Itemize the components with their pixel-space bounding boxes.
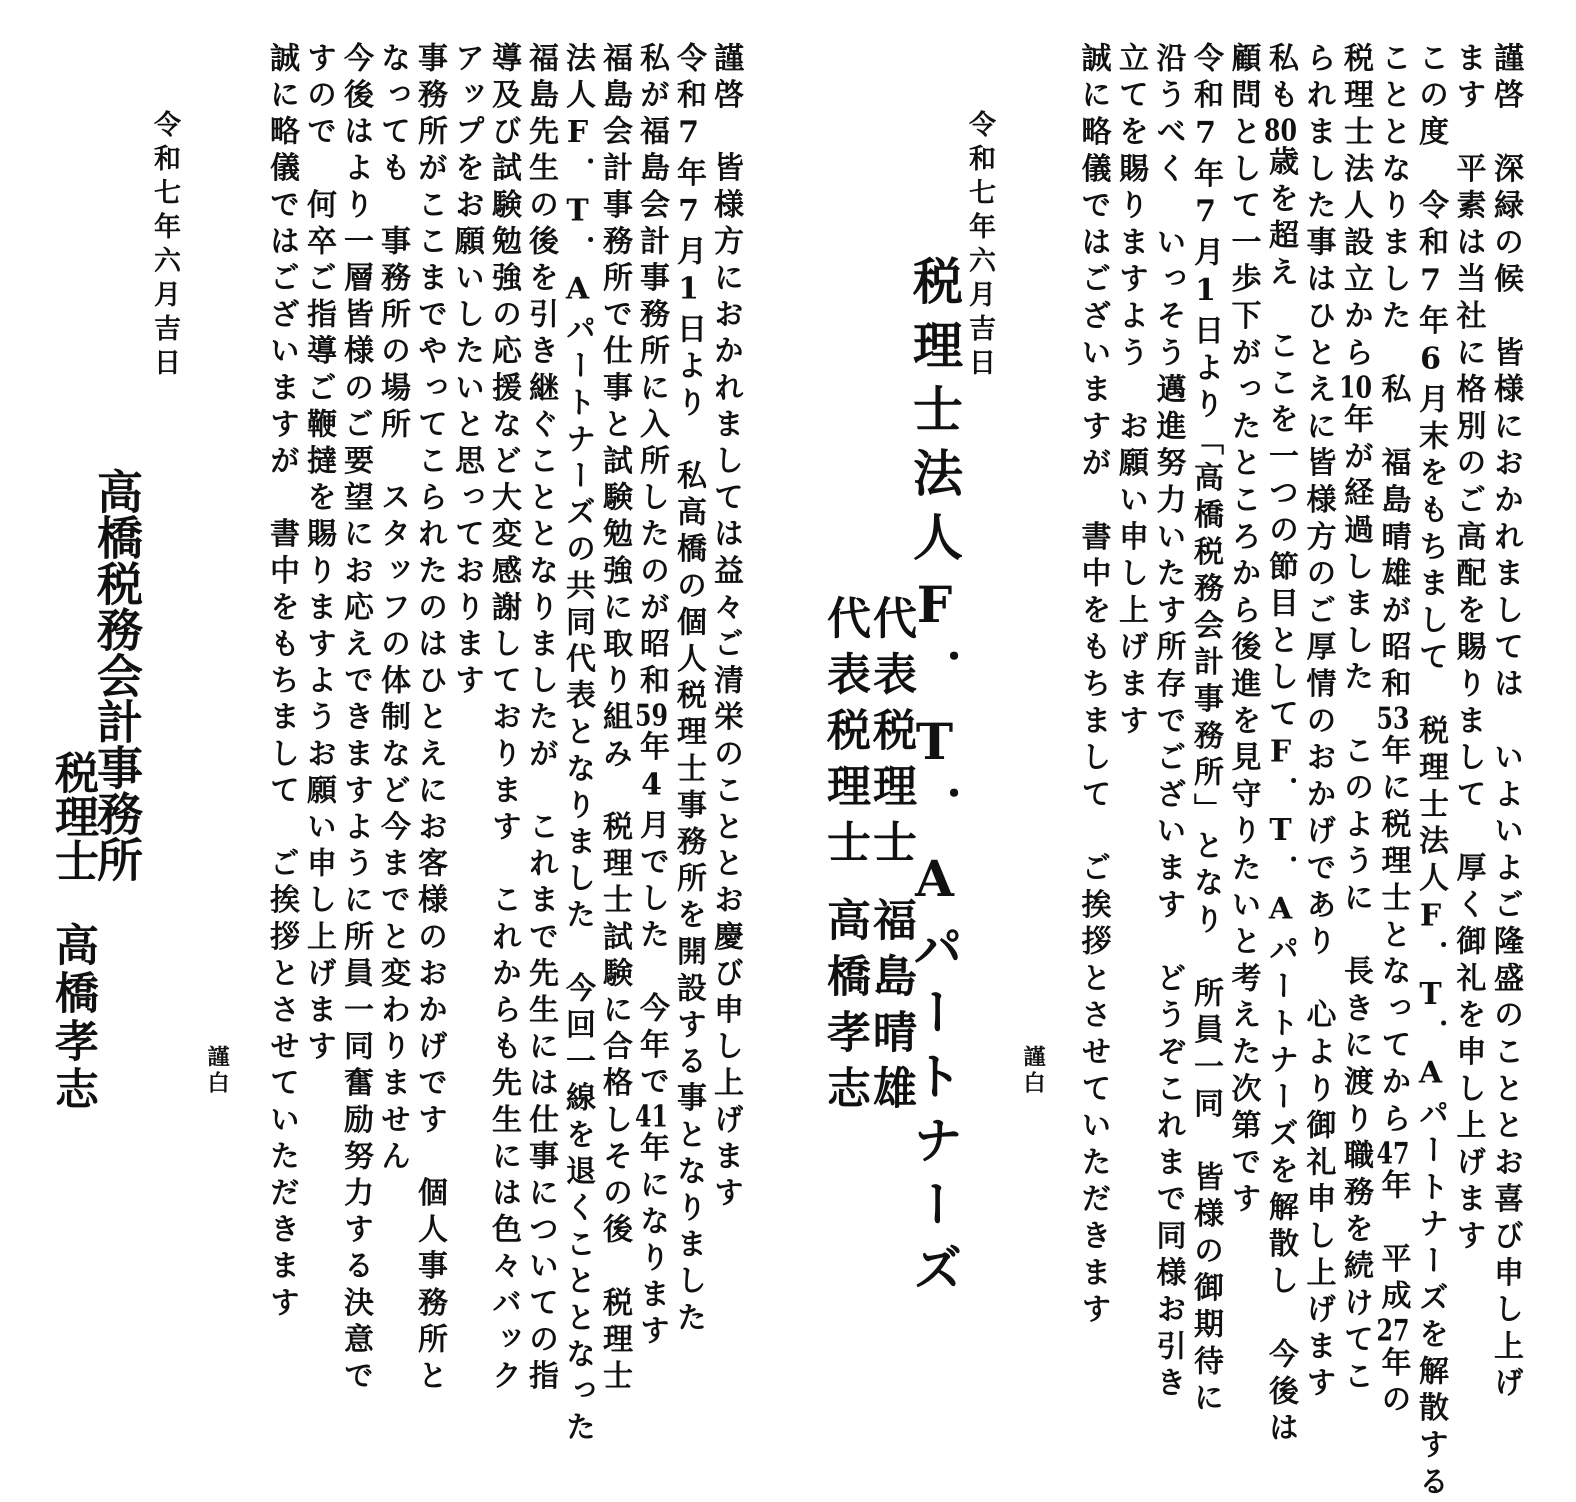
body-line: こととなりました 私 福島晴雄が昭和53年に税理士となってから47年 平成27年の: [1375, 42, 1411, 1421]
signatory-title: 代表税理士: [819, 595, 870, 875]
left-closing: 謹白: [204, 1045, 230, 1097]
body-line: 導及び試験勉強の応援など大変感謝しております これからも先生には色々バック: [486, 42, 521, 1397]
body-line: 法人F．T．Aパートナーズの共同代表となりました 今回一線を退くこととなった: [560, 42, 595, 1448]
body-line: 謹啓 深緑の候 皆様におかれましては いよいよご隆盛のこととお喜び申し上げ: [1488, 42, 1523, 1404]
signatory-title: 税理士: [47, 750, 98, 882]
body-line: 沿うべく いっそう邁進努力いたす所存でございます どうぞこれまで同様お引き: [1150, 42, 1186, 1404]
left-company-name: 高橋税務会計事務所: [90, 468, 144, 882]
body-line: すので 何卒ご指導ご鞭撻を賜りますようお願い申し上げます: [301, 42, 336, 1067]
right-signatory-2: [812, 595, 876, 1121]
body-line: 令和7年7月1日より 私高橋の個人税理士事務所を開設する事となりました: [671, 42, 706, 1338]
body-line: 今後はより一層皆様のご要望にお応えできますように所員一同奮励努力する決意で: [338, 42, 373, 1397]
signatory-name: 福島晴雄: [865, 897, 916, 1121]
left-signatory: [40, 750, 104, 1114]
right-closing: 謹白: [1020, 1045, 1046, 1097]
right-company-name: 税理士法人F．T．Aパートナーズ: [905, 255, 964, 1306]
signatory-name: 高橋孝志: [819, 897, 870, 1121]
body-line: アップをお願いしたいと思っております: [449, 42, 484, 701]
body-line: 令和7年7月1日より「高橋税務会計事務所」となり 所員一同 皆様の御期待に: [1188, 42, 1223, 1419]
body-line: 私も80歳を超え ここを一つの節目としてF．T．Aパートナーズを解散し 今後は: [1263, 42, 1298, 1449]
body-line: 謹啓 皆様方におかれましては益々ご清栄のこととお慶び申し上げます: [708, 42, 743, 1214]
body-line: この度 令和7年6月末をもちまして 税理士法人F．T．Aパートナーズを解散する: [1413, 42, 1448, 1502]
signatory-name: 高橋孝志: [47, 922, 98, 1114]
body-line: 私が福島会計事務所に入所したのが昭和59年4月でした 今年で41年になります: [634, 42, 669, 1352]
body-line: 立てを賜りますよう お願い申し上げます: [1113, 42, 1148, 742]
body-line: 税理士法人設立から10年が経過しました このように 長きに渡り職務を続けてこ: [1338, 42, 1373, 1397]
body-line: ます 平素は当社に格別のご高配を賜りまして 厚く御礼を申し上げます: [1450, 42, 1486, 1257]
left-letter-body: [263, 42, 744, 1448]
body-line: なっても 事務所の場所 スタッフの体制など今までと変わりません: [375, 42, 410, 1177]
body-line: 事務所がここまでやってこられたのはひとえにお客様のおかげです 個人事務所と: [412, 42, 447, 1397]
right-letter-body: [1074, 42, 1524, 1502]
body-line: 顧問として一歩下がったところから後進を見守りたいと考えた次第です: [1225, 42, 1261, 1220]
body-line: られました事はひとえに皆様方のご厚情のおかげであり 心より御礼申し上げます: [1300, 42, 1336, 1404]
body-line: 福島先生の後を引き継ぐこととなりましたが これまで先生には仕事についての指: [523, 42, 558, 1397]
signatory-title: 代表税理士: [865, 595, 916, 875]
right-date: 令和七年六月吉日: [964, 110, 995, 382]
body-line: 福島会計事務所で仕事と試験勉強に取り組み 税理士試験に合格しその後 税理士: [597, 42, 632, 1397]
body-line: 誠に略儀ではございますが 書中をもちまして ご挨拶とさせていただきます: [1075, 42, 1111, 1330]
left-date: 令和七年六月吉日: [149, 110, 180, 382]
body-line: 誠に略儀ではございますが 書中をもちまして ご挨拶とさせていただきます: [264, 42, 299, 1323]
